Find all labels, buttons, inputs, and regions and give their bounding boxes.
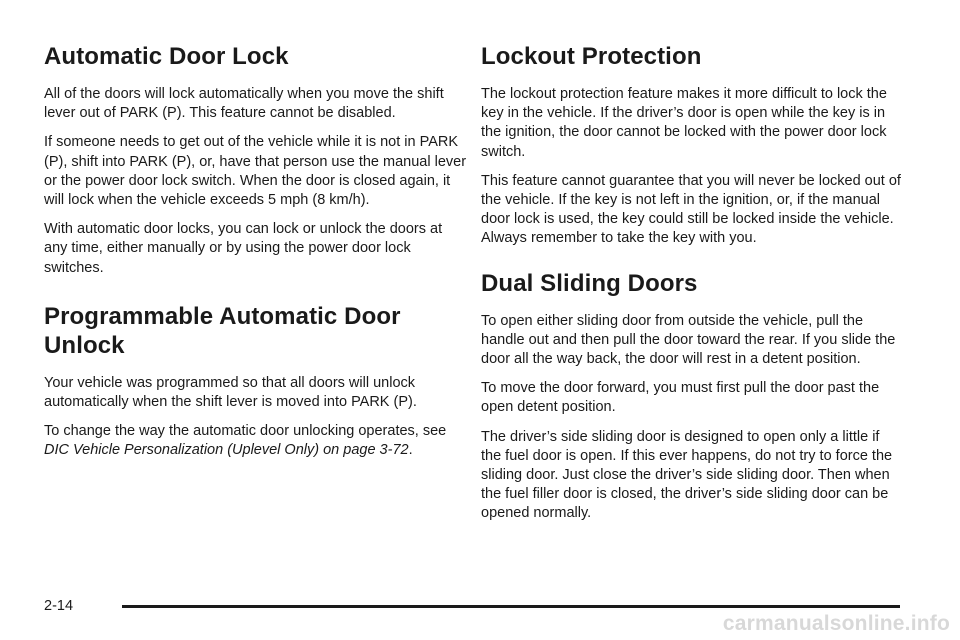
section-heading-automatic-door-lock: Automatic Door Lock [44, 43, 289, 70]
paragraph: The lockout protection feature makes it more difficult to lock the key in the vehicle. If the driver’s door is open while the key is in the ignition, the door cannot be locked with the power door lock switch. [481, 86, 887, 160]
page-number: 2-14 [44, 598, 74, 614]
right-column [481, 42, 901, 534]
paragraph: If someone needs to get out of the vehicle while it is not in PARK (P), shift into PARK (P), or, have that person use the manual lever or the power door lock switch. When the door is closed again, it will lock when the vehicle exceeds 5 mph (8 km/h). [44, 134, 467, 209]
paragraph: With automatic door locks, you can lock or unlock the doors at any time, either manually or by using the power door lock switches. [44, 221, 443, 276]
paragraph: Your vehicle was programmed so that all doors will unlock automatically when the shift lever is moved into PARK (P). [44, 374, 417, 411]
cross-reference-link[interactable]: DIC Vehicle Personalization (Uplevel Only) on page 3-72 [44, 442, 409, 459]
paragraph: This feature cannot guarantee that you will never be locked out of the vehicle. If the key is not left in the ignition, or, if the manual door lock is used, the key could still be locked inside the vehicle. Always remember to take the key with you. [481, 172, 901, 247]
watermark: carmanualsonline.info [722, 612, 950, 635]
paragraph: The driver’s side sliding door is designed to open only a little if the fuel door is open. If this ever happens, do not try to force the sliding door. Just close the driver’s side sliding door. Then when the fuel filler door is closed, the driver’s side sliding door can be opened normally. [481, 428, 893, 522]
footer-rule [122, 605, 900, 608]
paragraph-text: . [408, 442, 413, 459]
paragraph-with-reference [44, 422, 469, 460]
section-heading-programmable-automatic-door-unlock: Programmable Automatic Door Unlock [44, 302, 401, 359]
left-column [44, 42, 469, 471]
section-heading-dual-sliding-doors: Dual Sliding Doors [481, 269, 698, 297]
paragraph-text: To change the way the automatic door unlocking operates, see [44, 423, 447, 440]
paragraph: To move the door forward, you must first pull the door past the open detent position. [481, 380, 880, 416]
paragraph: To open either sliding door from outside the vehicle, pull the handle out and then pull the door toward the rear. If you slide the door all the way back, the door will rest in a detent position. [481, 312, 896, 368]
section-heading-lockout-protection: Lockout Protection [481, 43, 702, 70]
paragraph: All of the doors will lock automatically when you move the shift lever out of PARK (P). This feature cannot be disabled. [44, 86, 444, 122]
